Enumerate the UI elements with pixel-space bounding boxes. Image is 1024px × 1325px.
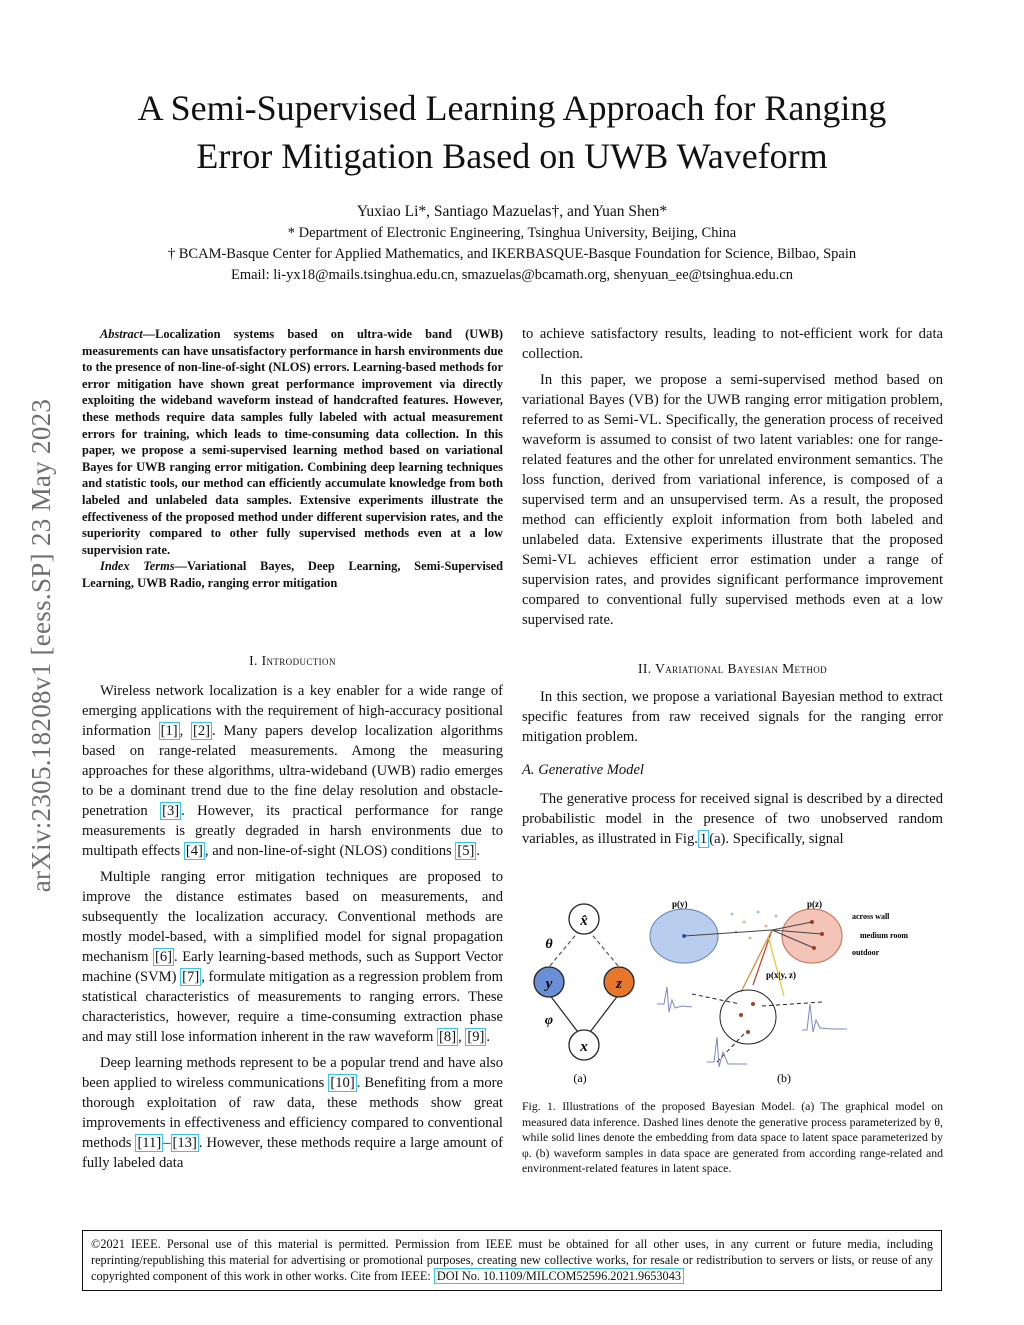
affiliation-2: † BCAM-Basque Center for Applied Mathematics, and IKERBASQUE-Basque Foundation for Science, Bilbao, Spain: [167, 246, 857, 262]
citation-link[interactable]: [11]: [137, 1135, 162, 1151]
index-terms-label: Index Terms: [100, 559, 175, 574]
text-run: .: [476, 843, 481, 859]
dashed-connector: [762, 1002, 822, 1006]
data-sample-point: [739, 1013, 743, 1017]
section-heading-variational-bayesian: II. Variational Bayesian Method: [637, 661, 828, 676]
scatter-dot: [743, 921, 746, 924]
text-run: The generative process for received signal is described by a directed probabilistic model in the presence of two unobserved random variables, as illustrated in Fig.: [522, 791, 943, 847]
pz-label: p(z): [807, 899, 822, 909]
index-terms-text: —Variational Bayes, Deep Learning, Semi-Supervised Learning, UWB Radio, ranging error mitigation: [82, 559, 503, 590]
citation-link[interactable]: [6]: [155, 949, 173, 965]
citation-link[interactable]: [1]: [160, 723, 178, 739]
text-run: , formulate mitigation as a regression problem from statistical characteristics of measurements to ranging errors. These characteristics, however, require a time-consuming extraction phase and may still lose information inherent in the raw waveform: [82, 969, 503, 1045]
title-line-1: A Semi-Supervised Learning Approach for Ranging: [137, 88, 887, 128]
citation-link[interactable]: [9]: [467, 1029, 485, 1045]
arxiv-id: arXiv:2305.18208v1 [eess.SP] 23 May 2023: [26, 398, 57, 892]
scatter-dot: [731, 913, 734, 916]
scatter-dot: [749, 937, 752, 940]
citation-link[interactable]: [4]: [185, 843, 203, 859]
arxiv-sidebar-stamp: [16, 325, 68, 965]
generative-model-body: [522, 789, 943, 855]
abstract-label: Abstract: [100, 327, 143, 341]
text-run: Multiple ranging error mitigation techniques are proposed to improve the distance estimates based on measurements, and subsequently the localization accuracy. Conventional methods are mostly model-based, with a simplified model for signal propagation mechanism: [82, 869, 503, 965]
data-sample-point: [746, 1030, 750, 1034]
text-run: .: [486, 1029, 491, 1045]
subfigure-b-label: (b): [777, 1071, 791, 1085]
section-heading-introduction: I. Introduction: [249, 653, 336, 668]
copyright-notice: [82, 1230, 942, 1291]
data-sample-point: [751, 1002, 755, 1006]
text-run: . Early learning-based methods, such as Support Vector machine (SVM): [82, 949, 503, 985]
theta-label: θ: [545, 937, 553, 952]
waveform-sample: [802, 1004, 847, 1032]
paper-title: [60, 84, 964, 180]
section-2-paragraph-1: In this section, we propose a variational Bayesian method to extract specific features from raw received signals for the ranging error mitigation problem.: [522, 689, 943, 745]
section-2-intro: [522, 687, 943, 753]
email-line[interactable]: Email: li-yx18@mails.tsinghua.edu.cn, smazuelas@bcamath.org, shenyuan_ee@tsinghua.edu.cn: [230, 267, 794, 283]
waveform-sample: [657, 987, 692, 1012]
intro-paragraph-1: [82, 681, 503, 861]
text-run: Deep learning methods represent to be a popular trend and have also been applied to wireless communications: [82, 1055, 503, 1091]
figure-1-caption: Fig. 1. Illustrations of the proposed Bayesian Model. (a) The graphical model on measured data inference. Dashed lines denote the generative process parameterized by θ, while solid lines denote the embedding from data space to latent space parameterized by φ. (b) waveform samples in data space are generated from according range-related and environment-related features in latent space.: [522, 1099, 943, 1176]
text-run: Wireless network localization is a key enabler for a wide range of emerging applications with the requirement of high-accuracy positional information: [82, 683, 503, 739]
figure-1: [522, 892, 943, 1088]
graphical-model: [534, 904, 634, 1085]
legend-across-wall: across wall: [852, 912, 890, 921]
latent-space-illustration: [650, 899, 908, 1085]
citation-link[interactable]: [5]: [457, 843, 475, 859]
citation-link[interactable]: [10]: [330, 1075, 355, 1091]
legend-medium-room: medium room: [860, 931, 909, 940]
abstract-paragraph: [82, 326, 503, 558]
node-x-hat-label: x̂: [580, 913, 588, 929]
subsection-heading-generative-model: A. Generative Model: [522, 762, 644, 778]
title-line-2: Error Mitigation Based on UWB Waveform: [196, 136, 828, 176]
text-run: (a). Specifically, signal: [709, 831, 844, 847]
intro-paragraph-2: [82, 867, 503, 1047]
author-list: Yuxiao Li*, Santiago Mazuelas†, and Yuan Shen*: [356, 203, 668, 220]
introduction-body: [82, 681, 503, 1179]
abstract: [82, 326, 503, 592]
text-run: . Benefiting from a more thorough exploitation of raw data, these methods show great improvements in effectiveness and efficiency compared to conventional methods: [82, 1075, 503, 1151]
citation-link[interactable]: [2]: [193, 723, 211, 739]
mapping-line: [741, 930, 772, 992]
text-run: ,: [179, 723, 191, 739]
citation-link[interactable]: [8]: [439, 1029, 457, 1045]
phi-label: φ: [544, 1013, 554, 1028]
text-run: ,: [458, 1029, 466, 1045]
affiliation-1: * Department of Electronic Engineering, Tsinghua University, Beijing, China: [287, 225, 737, 241]
intro-paragraph-3: [82, 1053, 503, 1173]
citation-link[interactable]: [3]: [162, 803, 180, 819]
text-run: , and non-line-of-sight (NLOS) conditions: [204, 843, 456, 859]
z-distribution-cloud: [782, 909, 842, 963]
text-run: . Many papers develop localization algorithms based on range-related measurements. Among the measuring approaches for these algorithms, ultra-wideband (UWB) radio emerges to be a dominant trend due to the fine delay resolution and obstacle-penetration: [82, 723, 504, 819]
text-run: . However, these methods require a large amount of fully labeled data: [82, 1135, 503, 1171]
node-y-label: y: [545, 976, 553, 992]
citation-link[interactable]: [13]: [172, 1135, 197, 1151]
text-run: . However, its practical performance for range measurements is greatly degraded in harsh environments due to multipath effects: [82, 803, 504, 859]
py-label: p(y): [672, 899, 688, 909]
right-column-body: [522, 324, 943, 636]
doi-link[interactable]: DOI No. 10.1109/MILCOM52596.2021.9653043: [434, 1268, 684, 1284]
legend-outdoor: outdoor: [852, 948, 880, 957]
pxyz-label: p(x|y, z): [766, 970, 796, 980]
text-run: –: [163, 1135, 171, 1151]
subfigure-a-label: (a): [573, 1071, 587, 1085]
scatter-dot: [775, 915, 778, 918]
copyright-text: ©2021 IEEE. Personal use of this material is permitted. Permission from IEEE must be obtained for all other uses, in any current or future media, including reprinting/republishing this material for advertising or promotional purposes, creating new collective works, for resale or redistribution to servers or lists, or reuse of any copyrighted component of this work in other works. Cite from IEEE:: [91, 1237, 933, 1283]
node-x-label: x: [580, 1039, 588, 1055]
data-space-ellipse: [720, 990, 776, 1044]
citation-link[interactable]: [7]: [182, 969, 200, 985]
scatter-dot: [757, 911, 760, 914]
node-z-label: z: [616, 976, 622, 992]
mapping-line: [768, 936, 784, 996]
scatter-dot: [765, 925, 768, 928]
figure-reference-link[interactable]: 1: [699, 831, 708, 847]
dashed-connector: [692, 994, 740, 1004]
index-terms: [82, 558, 503, 591]
abstract-text: —Localization systems based on ultra-wide band (UWB) measurements can have unsatisfactory performance in harsh environments due to the presence of non-line-of-sight (NLOS) errors. Learning-based methods for error mitigation have shown great performance improvement via directly exploiting the wideband waveform instead of handcrafted features. However, these methods require data samples fully labeled with actual measurement errors for training, which leads to time-consuming data collection. In this paper, we propose a semi-supervised learning method based on variational Bayes for UWB ranging error mitigation. Combining deep learning techniques and statistic tools, our method can efficiently accumulate knowledge from both labeled and unlabeled data samples. Extensive experiments illustrate the effectiveness of the proposed method under different supervision rates, and the superiority compared to other fully supervised methods even at a low supervision rate.: [82, 327, 503, 557]
generative-model-paragraph: [522, 789, 943, 849]
continued-paragraph: to achieve satisfactory results, leading to not-efficient work for data collection.: [522, 326, 943, 362]
contribution-paragraph: In this paper, we propose a semi-supervised method based on variational Bayes (VB) for the UWB ranging error mitigation problem, referred to as Semi-VL. Specifically, the generation process of received waveform is assumed to consist of two latent variables: one for range-related features and the other for unrelated environment semantics. The loss function, derived from variational inference, is composed of a supervised term and an unsupervised term. As a result, the proposed method can efficiently exploit information from both labeled and unlabeled data. Extensive experiments illustrate that the proposed Semi-VL achieves efficient error estimation under a range of supervision rates, and provides significant performance improvement compared to conventional fully supervised methods even at a low supervised rate.: [522, 372, 943, 628]
